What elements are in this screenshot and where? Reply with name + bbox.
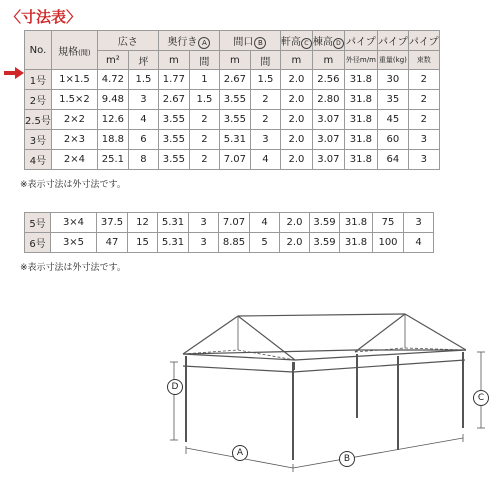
header-pipe-weight: パイプ	[377, 31, 408, 51]
table-cell: 2.0	[280, 90, 312, 110]
header-munadaka: 棟高 D	[312, 31, 344, 51]
table-cell: 2.0	[280, 110, 312, 130]
table-cell: 3	[404, 213, 434, 233]
table-cell: 2×4	[51, 150, 97, 170]
table-row	[25, 90, 440, 110]
table-cell: 3	[250, 130, 280, 150]
table-cell: 31.8	[344, 130, 377, 150]
table-cell: 31.8	[344, 70, 377, 90]
unit-tsubo: 坪	[128, 51, 158, 70]
table-cell: 3	[408, 150, 439, 170]
table-cell: 2×3	[51, 130, 97, 150]
table-cell: 2	[250, 110, 280, 130]
table-cell: 3.55	[158, 130, 189, 150]
unit-pipe-diameter: 外径m/m	[344, 51, 377, 70]
table-cell: 12.6	[97, 110, 128, 130]
table-cell: 1.5	[128, 70, 158, 90]
table-cell: 4	[250, 213, 280, 233]
table-cell: 2	[408, 90, 439, 110]
table-cell: 3.59	[310, 213, 340, 233]
table-cell: 30	[377, 70, 408, 90]
table-cell: 3.07	[312, 130, 344, 150]
table-cell: 3.59	[310, 233, 340, 253]
header-nokidaka: 軒高 C	[280, 31, 312, 51]
dim-b-label: B	[339, 451, 355, 467]
tent-diagram	[0, 300, 500, 500]
table-cell: 45	[377, 110, 408, 130]
table-cell: 60	[377, 130, 408, 150]
row-label: 2号	[25, 90, 52, 110]
table-row	[25, 233, 434, 253]
table-note: ※表示寸法は外寸法です。	[20, 180, 126, 190]
table-cell: 3.07	[312, 150, 344, 170]
table-cell: 4.72	[97, 70, 128, 90]
table-cell: 2.0	[280, 150, 312, 170]
table-row	[25, 150, 440, 170]
table-cell: 3	[189, 213, 219, 233]
table-cell: 37.5	[97, 213, 128, 233]
table-cell: 2.0	[280, 213, 310, 233]
table-cell: 31.8	[340, 213, 373, 233]
table-cell: 2.0	[280, 130, 312, 150]
header-kikaku: 規格(間)	[51, 31, 97, 70]
table-cell: 3.55	[219, 90, 250, 110]
table-cell: 5	[250, 233, 280, 253]
table-cell: 2.0	[280, 233, 310, 253]
table-cell: 31.8	[344, 90, 377, 110]
table-cell: 31.8	[340, 233, 373, 253]
table-cell: 2	[408, 110, 439, 130]
table-cell: 3	[189, 233, 219, 253]
table-cell: 3×4	[51, 213, 97, 233]
table-cell: 5.31	[219, 130, 250, 150]
table-cell: 3.55	[158, 110, 189, 130]
table-cell: 2.80	[312, 90, 344, 110]
table-cell: 1.77	[158, 70, 189, 90]
unit-m: m	[312, 51, 344, 70]
table-cell: 4	[128, 110, 158, 130]
table-row	[25, 130, 440, 150]
unit-m: m	[158, 51, 189, 70]
table-cell: 3.55	[158, 150, 189, 170]
row-label: 2.5号	[25, 110, 52, 130]
unit-m: m	[219, 51, 250, 70]
table-cell: 25.1	[97, 150, 128, 170]
table-cell: 7.07	[219, 213, 250, 233]
table-cell: 5.31	[158, 233, 189, 253]
unit-ken: 間	[250, 51, 280, 70]
table-cell: 31.8	[344, 110, 377, 130]
table-note: ※表示寸法は外寸法です。	[20, 263, 126, 273]
row-label: 3号	[25, 130, 52, 150]
table-cell: 5.31	[158, 213, 189, 233]
table-cell: 2	[189, 130, 219, 150]
header-pipe-diameter: パイプ	[344, 31, 377, 51]
table-cell: 3	[408, 130, 439, 150]
unit-m: m	[280, 51, 312, 70]
table-cell: 9.48	[97, 90, 128, 110]
table-cell: 2	[189, 110, 219, 130]
table-cell: 7.07	[219, 150, 250, 170]
table-cell: 64	[377, 150, 408, 170]
table-row	[25, 70, 440, 90]
table-cell: 4	[250, 150, 280, 170]
row-label: 4号	[25, 150, 52, 170]
table-cell: 1	[189, 70, 219, 90]
table-cell: 3.07	[312, 110, 344, 130]
table-cell: 3×5	[51, 233, 97, 253]
table-cell: 2.67	[158, 90, 189, 110]
spec-table-main	[24, 30, 440, 170]
unit-pipe-bundles: 束数	[408, 51, 439, 70]
table-cell: 2	[189, 150, 219, 170]
table-cell: 18.8	[97, 130, 128, 150]
header-hirosa: 広さ	[97, 31, 158, 51]
table-cell: 2	[408, 70, 439, 90]
table-cell: 4	[404, 233, 434, 253]
table-cell: 100	[373, 233, 404, 253]
table-cell: 8	[128, 150, 158, 170]
table-cell: 2×2	[51, 110, 97, 130]
unit-m2: m²	[97, 51, 128, 70]
header-okuyuki: 奥行き A	[158, 31, 219, 51]
table-cell: 31.8	[344, 150, 377, 170]
row-label: 5号	[25, 213, 51, 233]
header-no: No.	[25, 31, 52, 70]
spec-table-large	[24, 212, 434, 253]
table-cell: 15	[128, 233, 158, 253]
table-cell: 47	[97, 233, 128, 253]
arrow-right-icon	[4, 67, 24, 79]
table-cell: 3.55	[219, 110, 250, 130]
header-maguchi: 間口 B	[219, 31, 280, 51]
table-cell: 1.5	[250, 70, 280, 90]
section-title: 〈寸法表〉	[6, 8, 82, 26]
table-cell: 1.5×2	[51, 90, 97, 110]
row-label: 1号	[25, 70, 52, 90]
table-cell: 2.56	[312, 70, 344, 90]
unit-pipe-weight: 重量(kg)	[377, 51, 408, 70]
table-cell: 2	[250, 90, 280, 110]
dim-d-label: D	[167, 379, 183, 395]
table-cell: 1.5	[189, 90, 219, 110]
table-cell: 2.0	[280, 70, 312, 90]
row-label: 6号	[25, 233, 51, 253]
unit-ken: 間	[189, 51, 219, 70]
table-cell: 2.67	[219, 70, 250, 90]
table-cell: 75	[373, 213, 404, 233]
table-row	[25, 110, 440, 130]
header-pipe-bundles: パイプ	[408, 31, 439, 51]
dim-a-label: A	[232, 445, 248, 461]
table-cell: 8.85	[219, 233, 250, 253]
table-cell: 3	[128, 90, 158, 110]
table-cell: 35	[377, 90, 408, 110]
table-row	[25, 213, 434, 233]
table-cell: 6	[128, 130, 158, 150]
table-cell: 12	[128, 213, 158, 233]
table-cell: 1×1.5	[51, 70, 97, 90]
dim-c-label: C	[473, 390, 489, 406]
